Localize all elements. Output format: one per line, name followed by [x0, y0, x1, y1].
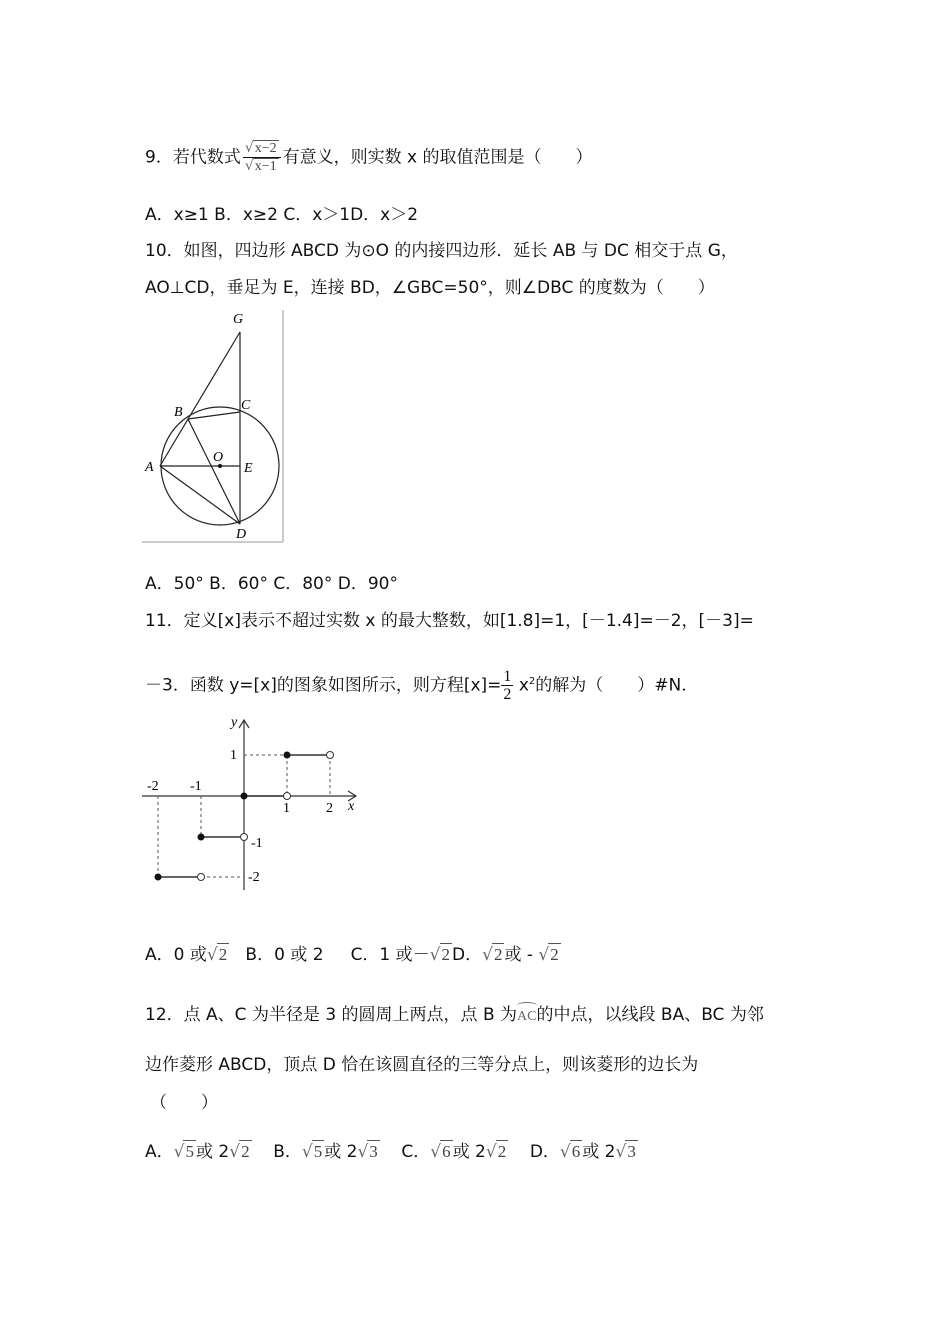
q11-frac-num: 1 [503, 668, 512, 685]
q12-opt-d: D． [529, 1142, 560, 1162]
q12-opt-a-r2: 2 [241, 1142, 250, 1161]
label-c: C [241, 398, 251, 413]
q11-opt-c-neg: － [412, 945, 430, 965]
q11-line1: 11．定义[x]表示不超过实数 x 的最大整数，如[1.8]=1，[－1.4]=－2，[－3]= [145, 611, 754, 631]
label-d: D [236, 527, 247, 542]
line-bd [188, 419, 240, 524]
closed-point-neg2 [155, 874, 162, 881]
q12-opt-b: B． [273, 1142, 302, 1162]
q12-opt-c-mid: 或 2 [452, 1142, 486, 1162]
tick-x-1: 1 [283, 801, 290, 816]
q9-prefix: 9．若代数式 [145, 147, 241, 168]
q11-x: x [518, 675, 529, 696]
q11-options: A．0 或√2 B．0 或 2 C．1 或－√2 D．√2 或 - √2 [145, 945, 559, 965]
q9-suffix: 有意义，则实数 x 的取值范围是（ ） [282, 147, 593, 168]
q12-opt-d-r1: 6 [571, 1142, 581, 1161]
q11-opt-a-radicand: 2 [218, 945, 228, 964]
open-point-1-0 [284, 793, 291, 800]
label-o: O [213, 450, 224, 465]
tick-y-neg1: -1 [251, 836, 263, 851]
closed-point-neg1 [198, 834, 205, 841]
line-ad [160, 466, 240, 524]
tick-y-neg2: -2 [248, 870, 260, 885]
q12-opt-b-r2: 3 [369, 1142, 378, 1161]
q12-opt-c: C． [401, 1142, 431, 1162]
arc-ac: AC [517, 1006, 536, 1028]
closed-point-0-0 [241, 793, 248, 800]
q12-line1 [145, 1004, 764, 1028]
q12-opt-a-mid: 或 2 [195, 1142, 230, 1162]
q12-opt-b-mid: 或 2 [324, 1142, 358, 1162]
tick-x-neg1: -1 [190, 779, 202, 794]
q11-step-graph [140, 712, 370, 892]
q11-exponent: 2 [528, 675, 536, 687]
q9-fraction: $\frac{√x-2}{√x-1}$ [243, 140, 281, 175]
q12-opt-d-r2: 3 [627, 1142, 636, 1161]
q10-circle-figure [140, 308, 288, 544]
tick-x-neg2: -2 [147, 779, 159, 794]
q9-options: A．x≥1 B．x≥2 C．x＞1D．x＞2 [145, 205, 419, 225]
q12-line2: 边作菱形 ABCD，顶点 D 恰在该圆直径的三等分点上，则该菱形的边长为 [145, 1055, 699, 1075]
q12-line1-prefix: 12．点 A、C 为半径是 3 的圆周上两点，点 B 为 [145, 1005, 518, 1025]
q10-options: A．50° B．60° C．80° D．90° [145, 574, 398, 594]
q12-options: A．√5 或 2√2 B．√5 或 2√3 C．√6 或 2√2 D．√6 或 2√3 [145, 1142, 636, 1162]
q12-line1-suffix: 的中点，以线段 BA、BC 为邻 [536, 1005, 764, 1025]
q9-denominator: x−1 [254, 159, 277, 174]
label-a: A [145, 460, 154, 475]
tick-y-1: 1 [230, 748, 237, 763]
q9-stem [145, 140, 593, 175]
q12-opt-a-r1: 5 [185, 1142, 194, 1161]
y-axis-label: y [231, 715, 238, 730]
q11-opt-d: D． [452, 945, 483, 965]
q11-line2-prefix: －3．函数 y=[x]的图象如图所示，则方程[x]= [145, 675, 502, 696]
open-point-neg1-neg2 [198, 874, 205, 881]
open-point-2-1 [327, 752, 334, 759]
q12-opt-d-mid: 或 2 [582, 1142, 616, 1162]
label-b: B [174, 405, 183, 420]
q11-frac-den: 2 [503, 686, 512, 703]
tick-x-2: 2 [326, 801, 333, 816]
label-e: E [244, 461, 253, 476]
q12-line3: （ ） [150, 1093, 218, 1113]
q12-opt-a: A． [145, 1142, 174, 1162]
q11-opt-c: C．1 或 [350, 945, 413, 965]
q12-opt-c-r2: 2 [497, 1142, 507, 1161]
q9-numerator: x−2 [254, 141, 277, 156]
line-bc [188, 412, 240, 419]
q12-opt-b-r1: 5 [313, 1142, 323, 1161]
q11-opt-a: A．0 或 [145, 945, 207, 965]
closed-point-1-1 [284, 752, 291, 759]
q11-opt-d-radicand1: 2 [493, 945, 503, 964]
x-axis-label: x [348, 799, 355, 814]
q12-opt-c-r1: 6 [442, 1142, 451, 1161]
q11-fraction [501, 668, 513, 703]
q11-opt-d-radicand2: 2 [550, 945, 559, 964]
q10-line2: AO⊥CD，垂足为 E，连接 BD，∠GBC=50°，则∠DBC 的度数为（ ） [145, 278, 715, 298]
q11-opt-c-radicand: 2 [441, 945, 450, 964]
q11-opt-d-mid: 或 - [504, 945, 533, 965]
q11-line2 [145, 668, 698, 703]
open-point-0-neg1 [241, 834, 248, 841]
label-g: G [233, 312, 244, 327]
q10-line1: 10．如图，四边形 ABCD 为⊙O 的内接四边形．延长 AB 与 DC 相交于点 G， [145, 241, 738, 261]
line-ag [160, 332, 240, 466]
q11-opt-b: B．0 或 2 [245, 945, 324, 965]
q11-line2-suffix: 的解为（ ）#N． [535, 675, 699, 696]
